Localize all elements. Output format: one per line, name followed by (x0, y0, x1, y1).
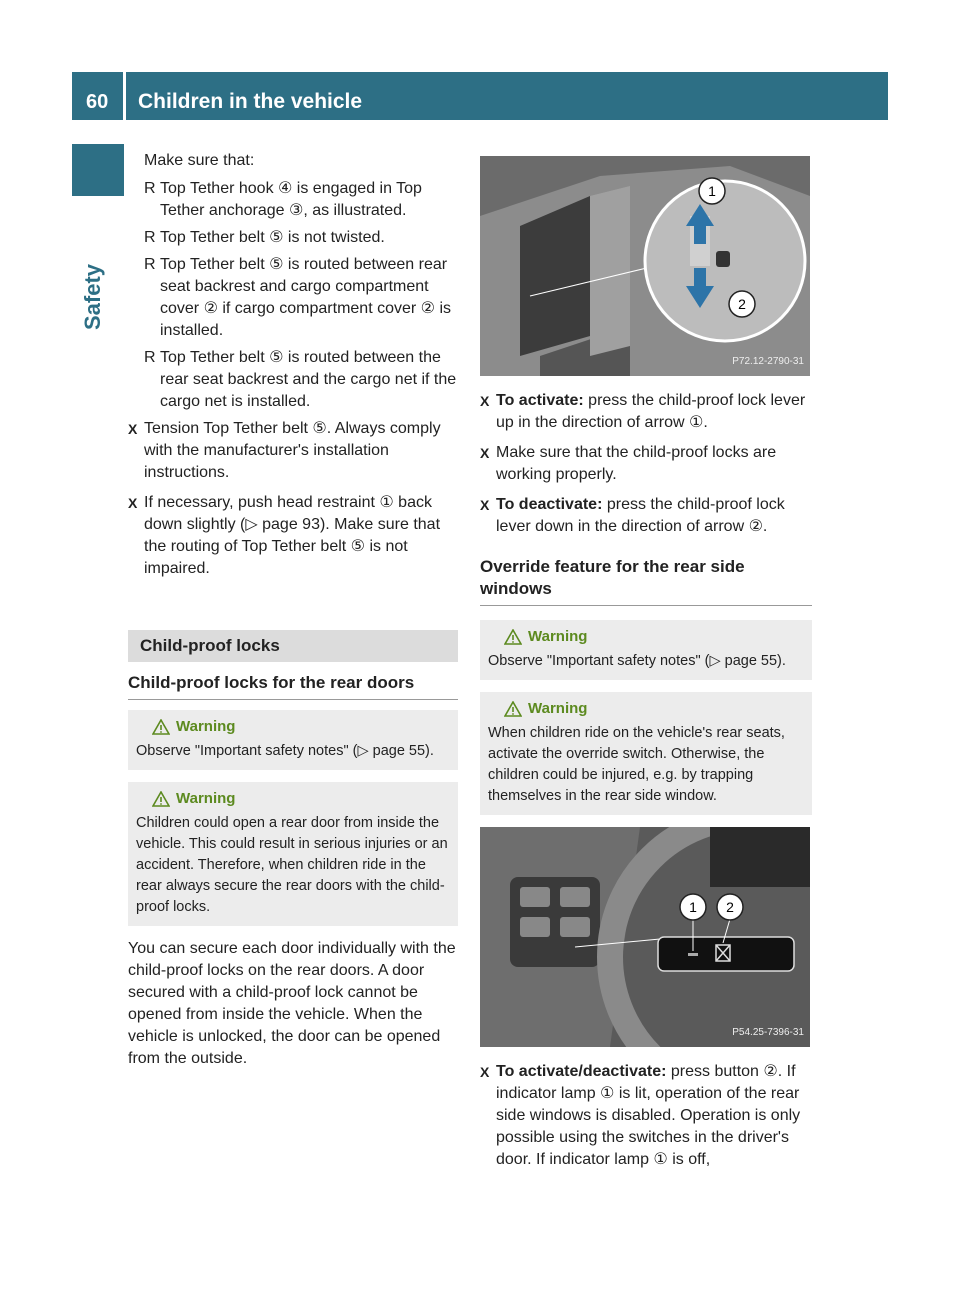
right-column (480, 156, 812, 1179)
list-item: R Top Tether hook ④ is engaged in Top Tether anchorage ③, as illustrated. (128, 178, 458, 222)
warning-box (128, 782, 458, 926)
instruction-step: X To activate: press the child-proof lock lever up in the direction of arrow ①. (480, 390, 812, 434)
list-item: R Top Tether belt ⑤ is not twisted. (128, 227, 458, 249)
figure-door-lock (480, 156, 810, 376)
subsection-title: Child-proof locks for the rear doors (128, 672, 458, 700)
callout-2: 2 (726, 899, 734, 915)
instruction-step: X To deactivate: press the child-proof lock lever down in the direction of arrow ②. (480, 494, 812, 538)
intro-text: Make sure that: (144, 152, 255, 169)
bullet-marker: R (144, 229, 156, 246)
callout-1: 1 (689, 899, 697, 915)
warning-text: Observe "Important safety notes" (▷ page 55). (136, 743, 434, 759)
list-item: R Top Tether belt ⑤ is routed between the rear seat backrest and the cargo net if the cargo net is installed. (128, 347, 458, 413)
warning-triangle-icon (504, 701, 522, 717)
page-header (72, 72, 888, 120)
warning-title: Warning (176, 718, 236, 735)
warning-triangle-icon (152, 791, 170, 807)
warning-box (480, 692, 812, 815)
override-switch-illustration (480, 827, 810, 1047)
warning-title: Warning (528, 700, 588, 717)
figure-code: P72.12-2790-31 (732, 356, 804, 367)
callout-2: 2 (738, 296, 746, 312)
list-item: R Top Tether belt ⑤ is routed between rear seat backrest and cargo compartment cover ② if cargo compartment cover ② is installed. (128, 254, 458, 342)
bullet-marker: R (144, 180, 156, 197)
warning-text: Observe "Important safety notes" (▷ page 55). (488, 653, 786, 669)
chapter-title: Children in the vehicle (138, 90, 363, 113)
left-column (128, 150, 458, 1070)
instruction-step: X If necessary, push head restraint ① back down slightly (▷ page 93). Make sure that the routing of Top Tether belt ⑤ is not impaired. (128, 492, 458, 580)
step-marker: X (128, 495, 138, 511)
bullet-marker: R (144, 256, 156, 273)
side-tab-label: Safety (80, 263, 105, 330)
step-marker: X (480, 445, 490, 461)
warning-title: Warning (528, 628, 588, 645)
instruction-step: X Tension Top Tether belt ⑤. Always comply with the manufacturer's installation instructions. (128, 418, 458, 484)
page-number: 60 (72, 72, 126, 120)
body-paragraph: You can secure each door individually with the child-proof locks on the rear doors. A door secured with a child-proof lock cannot be opened from inside the vehicle. When the vehicle is unlocked, the door can be opened from the outside. (128, 940, 456, 1067)
warning-triangle-icon (504, 629, 522, 645)
subsection-title: Override feature for the rear side windows (480, 556, 812, 606)
instruction-step: X To activate/deactivate: press button ②. If indicator lamp ① is lit, operation of the rear side windows is disabled. Operation is only possible using the switches in the driver's door. If indicator lamp ① is off, (480, 1061, 812, 1171)
warning-box (128, 710, 458, 770)
warning-triangle-icon (152, 719, 170, 735)
step-marker: X (128, 421, 138, 437)
figure-code: P54.25-7396-31 (732, 1027, 804, 1038)
warning-box (480, 620, 812, 680)
instruction-step: X Make sure that the child-proof locks are working properly. (480, 442, 812, 486)
warning-text: When children ride on the vehicle's rear seats, activate the override switch. Otherwise, the children could be injured, e.g. by trapping themselves in the rear side window. (488, 725, 785, 804)
step-marker: X (480, 393, 490, 409)
door-lock-illustration (480, 156, 810, 376)
step-marker: X (480, 497, 490, 513)
step-marker: X (480, 1064, 490, 1080)
figure-override-switch (480, 827, 810, 1047)
callout-1: 1 (708, 183, 716, 199)
bullet-marker: R (144, 349, 156, 366)
warning-text: Children could open a rear door from inside the vehicle. This could result in serious injuries or an accident. Therefore, when children ride in the rear always secure the rear doors with the child-proof locks. (136, 815, 448, 915)
warning-title: Warning (176, 790, 236, 807)
side-tab-block (72, 144, 124, 196)
section-title: Child-proof locks (128, 630, 458, 662)
